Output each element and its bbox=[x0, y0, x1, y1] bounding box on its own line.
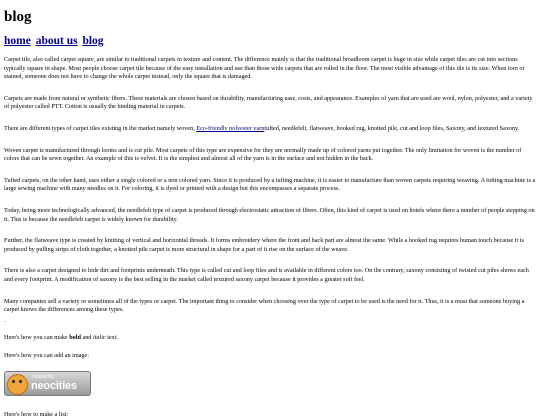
nav-link-home[interactable]: home bbox=[4, 35, 31, 47]
badge-hosted-by: hosted by bbox=[32, 373, 54, 380]
nav-link-about-us[interactable]: about us bbox=[35, 35, 78, 47]
bold-italic-line bbox=[4, 334, 536, 343]
bold-text: bold bbox=[69, 333, 81, 341]
paragraph-companies: Many companies sell a variety or sometimes all of the types or carpet. The important thing to consider when choosing over the type of carpet to be used is the need for it. Thus, it is a must that someone buying a carpet knows the differences among these types. bbox=[4, 297, 525, 314]
paragraph-materials: Carpets are made from natural or synthetic fibers. These materials are chosen based on durability, manufacturing ease, costs, and appearance. Examples of yarn that are used are wool, nylon, polyester, and a variety of polyester called PTT. Cotton is usually the binding material in carpets. bbox=[4, 94, 533, 111]
neocities-badge[interactable] bbox=[4, 371, 91, 396]
paragraph-carpet-tile: Carpet tile, also called carpet square, are similar to traditional carpets in texture and content. The difference mainly is that the traditional broadloom carpet is huge in size while carpet tiles are cut into sections typically square in shape. Most people choose carpet tile because of the easy installation and use than those wide carpets that are rolled in the floor. The most visible advantage of this tile is its size. When torn or stained, someone does not have to change the whole carpet instead, only the square that is damaged. bbox=[4, 56, 525, 81]
page bbox=[0, 9, 540, 419]
paragraph-cut-loop: There is also a carpet designed to hide dirt and footprints underneath. This type is called cut and loop files and is available in different colors too. On the contrary, saxony consisting of twisted cut piles shows each and every footprint. A modification of saxony is the best selling in the market called textured saxony carpet because it provides a greater soft feel. bbox=[4, 267, 529, 283]
badge-brand: neocities bbox=[31, 379, 77, 392]
nav-link-blog[interactable]: blog bbox=[82, 35, 104, 47]
neocities-cat-icon bbox=[7, 374, 28, 395]
paragraph-tufted: Tufted carpets, on the other hand, uses either a single colored or a non colored yarn. Since it is produced by a tufting machine, it is easier to manufacture than woven carpets requiring weaving. A tufting machine is a large sewing machine with many needles on it. For coloring, it is dyed or printed with a design but this encompasses a separate process. bbox=[4, 176, 536, 193]
bold-line-mid: and bbox=[80, 333, 93, 341]
italic-text: italic bbox=[92, 333, 106, 341]
nav-links bbox=[4, 35, 536, 48]
paragraph-flatweave: Further, the flatweave type is created by knitting of vertical and horizontal threads. It forms embroidery where the front and back part are almost the same. While a hooked rug requires human touch because it is produced by pulling strips of cloth together, a knotted pile carpet is more structural in shape for a part of it rise on the surface of the weave. bbox=[4, 237, 524, 253]
image-line: Here's how you can add an image: bbox=[4, 352, 89, 360]
page-title: blog bbox=[4, 9, 32, 25]
paragraph-woven: Woven carpet is manufactured through looms and is cut pile. Most carpets of this type are expensive for they are normally made up of colored yarns put together. The only limitation for woven is the number of colors that can be sewn together. An example of this is velvet. It is the simplest and almost all of the yarn is in the surface and not hidden in the back. bbox=[4, 146, 522, 163]
types-text: There are different types of carpet tiles existing in the market namely woven, bbox=[4, 124, 197, 132]
list-line: Here's how to make a list: bbox=[4, 410, 69, 418]
bold-line-post: text. bbox=[105, 333, 119, 341]
eco-friendly-yarn-link[interactable]: Eco-friendly polyester yarn bbox=[196, 124, 265, 132]
paragraph-types bbox=[4, 125, 536, 134]
stray-dot: . bbox=[4, 316, 6, 324]
bold-line-pre: Here's how you can make bbox=[4, 333, 70, 341]
paragraph-needlefelt: Today, being more technologically advanced, the needlefelt type of carpet is produced through electrostatic attraction of fibers. Often, this kind of carpet is used on hotels where there a number of people stepping on it. This is because the needlefelt carpet is widely known for durability. bbox=[4, 206, 535, 223]
types-list-text: tufted, needlefelt, flatweave, hooked rug, knotted pile, cut and loop files, Saxony, and textured Saxony. bbox=[264, 124, 520, 132]
